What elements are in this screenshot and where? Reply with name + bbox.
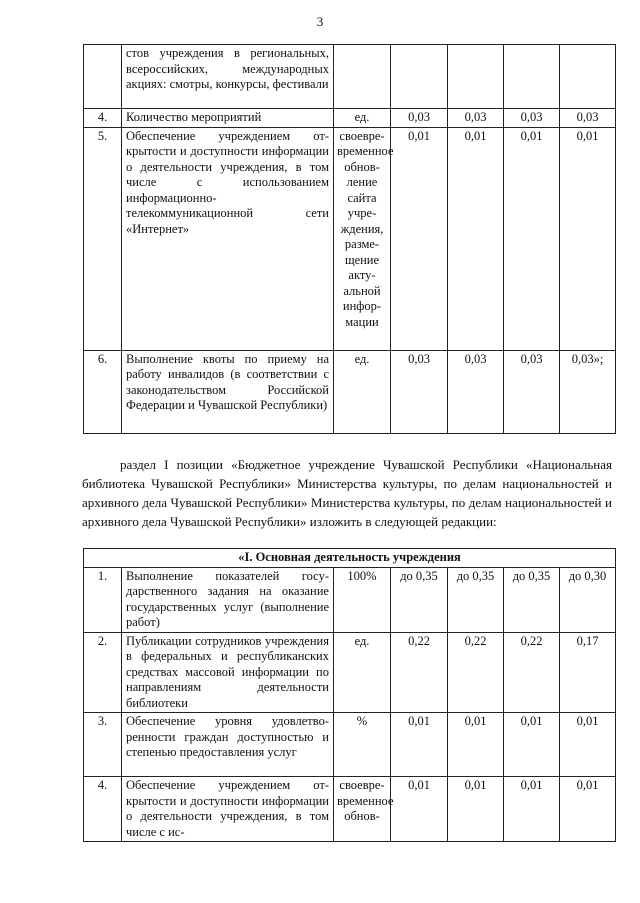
row-number: 6. [84, 350, 122, 433]
row-number: 1. [84, 567, 122, 632]
table-row [84, 777, 616, 842]
unit-cell: ед. [334, 632, 391, 713]
unit-cell: своевревременное обновление сайта учреждения, размещение актуальной информации [334, 127, 391, 350]
unit-cell: своевревременное обнов- [334, 777, 391, 842]
indicator-name: Выполнение квоты по приему на работу инвалидов (в соответствии с законодательством Российской Федерации и Чувашской Республики) [122, 350, 334, 433]
amendment-paragraph [82, 455, 612, 531]
indicator-name: Выполнение показателей государственного задания на оказание государственных услуг (выполнение работ) [122, 567, 334, 632]
unit-cell: 100% [334, 567, 391, 632]
value-cell: 0,17 [560, 632, 616, 713]
value-cell: 0,03 [391, 109, 448, 128]
indicator-name: Обеспечение уровня удовлетворенности граждан доступностью и степенью предоставления услуг [122, 713, 334, 777]
value-cell: 0,01 [448, 127, 504, 350]
value-cell: 0,01 [448, 777, 504, 842]
value-cell: 0,01 [504, 127, 560, 350]
main-activity-table [83, 548, 616, 842]
value-cell: 0,03 [448, 350, 504, 433]
value-cell: 0,01 [560, 777, 616, 842]
value-cell: 0,03 [504, 350, 560, 433]
row-number: 3. [84, 713, 122, 777]
value-cell: до 0,35 [504, 567, 560, 632]
value-cell: 0,01 [504, 713, 560, 777]
table-row [84, 713, 616, 777]
value-cell: 0,03 [391, 350, 448, 433]
table-row [84, 567, 616, 632]
value-cell [504, 45, 560, 109]
row-number: 5. [84, 127, 122, 350]
value-cell: 0,01 [560, 127, 616, 350]
value-cell: 0,03 [448, 109, 504, 128]
value-cell: 0,01 [391, 777, 448, 842]
value-cell [391, 45, 448, 109]
value-cell: до 0,30 [560, 567, 616, 632]
page-number: 3 [316, 14, 324, 29]
section-header-row [84, 549, 616, 568]
section-title: «I. Основная деятельность учреждения [84, 549, 616, 568]
row-number: 2. [84, 632, 122, 713]
row-number: 4. [84, 109, 122, 128]
value-cell: 0,03»; [560, 350, 616, 433]
paragraph-text: раздел I позиции «Бюджетное учреждение Чувашской Республики «Национальная библиотека Чувашской Республики» Министерства культуры, по делам национальностей и архивного дела Чувашской Республики» Министерства культуры, по делам национальностей и архивного дела Чувашской Республики» изложить в следующей редакции: [82, 457, 612, 529]
unit-cell: ед. [334, 350, 391, 433]
value-cell: до 0,35 [391, 567, 448, 632]
value-cell: 0,22 [448, 632, 504, 713]
table-row [84, 127, 616, 350]
unit-cell [334, 45, 391, 109]
indicator-name: Обеспечение учреждением открытости и доступности информации о деятельности учреждения, в том числе с ис- [122, 777, 334, 842]
indicators-table-continued [83, 44, 616, 434]
value-cell: 0,22 [504, 632, 560, 713]
value-cell: 0,01 [504, 777, 560, 842]
value-cell: 0,03 [504, 109, 560, 128]
indicator-name: стов учреждения в региональных, всероссийских, международных акциях: смотры, конкурсы, фестивали [122, 45, 334, 109]
row-number [84, 45, 122, 109]
row-number: 4. [84, 777, 122, 842]
indicator-name: Количество мероприятий [122, 109, 334, 128]
unit-cell: % [334, 713, 391, 777]
value-cell [448, 45, 504, 109]
table-row [84, 45, 616, 109]
table-row [84, 350, 616, 433]
value-cell: 0,01 [391, 713, 448, 777]
value-cell: 0,01 [560, 713, 616, 777]
table-row [84, 632, 616, 713]
unit-cell: ед. [334, 109, 391, 128]
value-cell: 0,01 [391, 127, 448, 350]
value-cell [560, 45, 616, 109]
value-cell: 0,01 [448, 713, 504, 777]
value-cell: до 0,35 [448, 567, 504, 632]
value-cell: 0,22 [391, 632, 448, 713]
indicator-name: Обеспечение учреждением открытости и доступности информации о деятельности учреждения, в том числе с использованием информационно-телекоммуникационной сети «Интернет» [122, 127, 334, 350]
indicator-name: Публикации сотрудников учреждения в федеральных и республиканских средствах массовой информации по направлениям деятельности библиотеки [122, 632, 334, 713]
value-cell: 0,03 [560, 109, 616, 128]
table-row [84, 109, 616, 128]
